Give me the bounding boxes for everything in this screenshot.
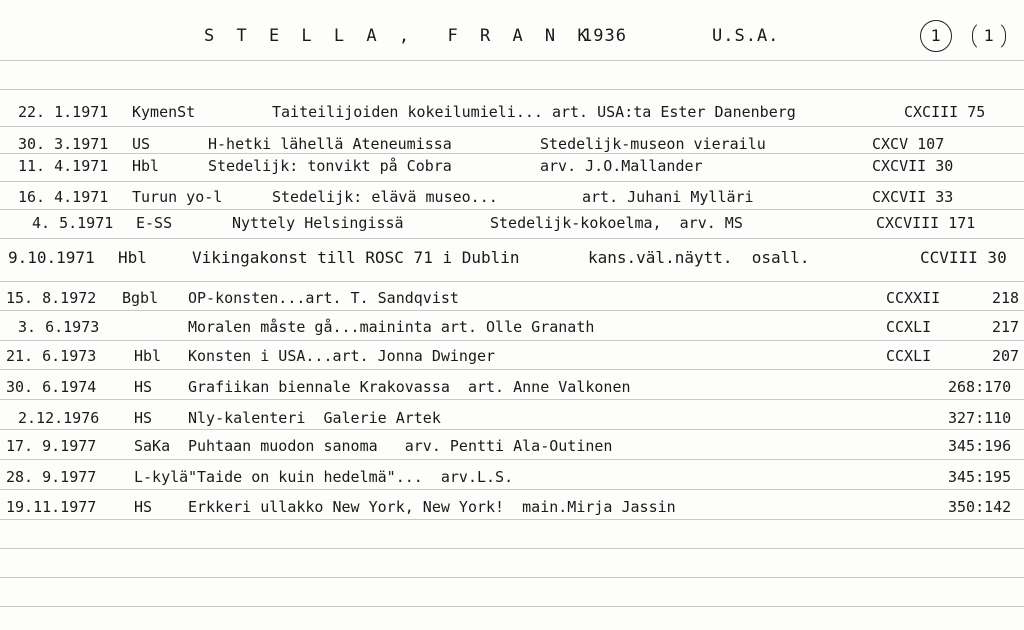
entry-date: 22. 1.1971 xyxy=(18,103,109,121)
entry-source: Hbl xyxy=(134,347,162,365)
entry-title: Grafiikan biennale Krakovassa art. Anne Valkonen xyxy=(188,378,631,396)
entry-ref: 345:195 xyxy=(948,468,1012,486)
entry-title: Nyttely Helsingissä xyxy=(232,214,404,232)
card-subnumber-paren: 1 xyxy=(972,20,1006,52)
entry-title: H-hetki lähellä Ateneumissa xyxy=(208,135,452,153)
list-item xyxy=(0,378,1024,402)
country: U.S.A. xyxy=(712,26,780,46)
entry-ref: CCXLI xyxy=(886,318,932,336)
list-item xyxy=(0,103,1024,127)
entry-ref: CCVIII 30 xyxy=(920,248,1007,267)
entry-title: Moralen måste gå...maininta art. Olle Granath xyxy=(188,318,595,336)
entry-note: Stedelijk-kokoelma, arv. MS xyxy=(490,214,743,232)
entry-source: Bgbl xyxy=(122,289,159,307)
entry-title: Stedelijk: tonvikt på Cobra xyxy=(208,157,452,175)
list-item xyxy=(0,498,1024,522)
entry-title: Nly-kalenteri Galerie Artek xyxy=(188,409,441,427)
list-item xyxy=(0,347,1024,371)
entry-ref: CXCV 107 xyxy=(872,135,945,153)
entry-date: 9.10.1971 xyxy=(8,248,95,267)
list-item xyxy=(0,248,1024,272)
entry-ref: 345:196 xyxy=(948,437,1012,455)
entry-source: Hbl xyxy=(132,157,160,175)
entry-ref: 327:110 xyxy=(948,409,1012,427)
entry-ref: 350:142 xyxy=(948,498,1012,516)
entry-source: L-kylä xyxy=(134,468,189,486)
entry-date: 17. 9.1977 xyxy=(6,437,97,455)
entry-page: 218 xyxy=(992,289,1020,307)
entry-note: arv. J.O.Mallander xyxy=(540,157,703,175)
entry-title: "Taide on kuin hedelmä"... arv.L.S. xyxy=(188,468,514,486)
entry-source: US xyxy=(132,135,151,153)
list-item xyxy=(0,318,1024,342)
entry-ref: CXCVIII 171 xyxy=(876,214,976,232)
entry-page: 207 xyxy=(992,347,1020,365)
entry-source: Turun yo-l xyxy=(132,188,223,206)
entry-note: kans.väl.näytt. osall. xyxy=(588,248,810,267)
list-item xyxy=(0,188,1024,212)
card-number-circle: 1 xyxy=(920,20,952,52)
list-item xyxy=(0,135,1024,159)
list-item xyxy=(0,437,1024,461)
entry-date: 2.12.1976 xyxy=(18,409,100,427)
entry-source: HS xyxy=(134,378,153,396)
entry-date: 11. 4.1971 xyxy=(18,157,109,175)
entry-title: Puhtaan muodon sanoma arv. Pentti Ala-Outinen xyxy=(188,437,613,455)
entry-title: Konsten i USA...art. Jonna Dwinger xyxy=(188,347,496,365)
entry-source: E-SS xyxy=(136,214,173,232)
artist-name: S T E L L A , F R A N K xyxy=(204,26,594,46)
list-item xyxy=(0,409,1024,433)
entry-note: Stedelijk-museon vierailu xyxy=(540,135,766,153)
entry-title: Stedelijk: elävä museo... xyxy=(272,188,498,206)
entry-title: Taiteilijoiden kokeilumieli... art. USA:ta Ester Danenberg xyxy=(272,103,796,121)
entry-title: OP-konsten...art. T. Sandqvist xyxy=(188,289,459,307)
entry-ref: 268:170 xyxy=(948,378,1012,396)
entry-title: Erkkeri ullakko New York, New York! main.Mirja Jassin xyxy=(188,498,676,516)
entry-title: Vikingakonst till ROSC 71 i Dublin xyxy=(192,248,520,267)
entry-source: KymenSt xyxy=(132,103,196,121)
birth-year: 1936 xyxy=(582,26,627,46)
entry-date: 4. 5.1971 xyxy=(32,214,114,232)
entry-ref: CXCIII 75 xyxy=(904,103,986,121)
entry-date: 19.11.1977 xyxy=(6,498,97,516)
entry-ref: CXCVII 33 xyxy=(872,188,954,206)
list-item xyxy=(0,468,1024,492)
list-item xyxy=(0,214,1024,238)
entry-date: 16. 4.1971 xyxy=(18,188,109,206)
entry-ref: CCXLI xyxy=(886,347,932,365)
entry-page: 217 xyxy=(992,318,1020,336)
entry-source: HS xyxy=(134,409,153,427)
entry-source: HS xyxy=(134,498,153,516)
entry-date: 28. 9.1977 xyxy=(6,468,97,486)
entry-date: 30. 6.1974 xyxy=(6,378,97,396)
entry-ref: CXCVII 30 xyxy=(872,157,954,175)
entry-note: art. Juhani Mylläri xyxy=(582,188,754,206)
entry-date: 21. 6.1973 xyxy=(6,347,97,365)
entry-ref: CCXXII xyxy=(886,289,941,307)
entry-date: 30. 3.1971 xyxy=(18,135,109,153)
entry-date: 15. 8.1972 xyxy=(6,289,97,307)
list-item xyxy=(0,289,1024,313)
list-item xyxy=(0,157,1024,181)
entry-date: 3. 6.1973 xyxy=(18,318,100,336)
entry-source: SaKa xyxy=(134,437,171,455)
entry-source: Hbl xyxy=(118,248,147,267)
